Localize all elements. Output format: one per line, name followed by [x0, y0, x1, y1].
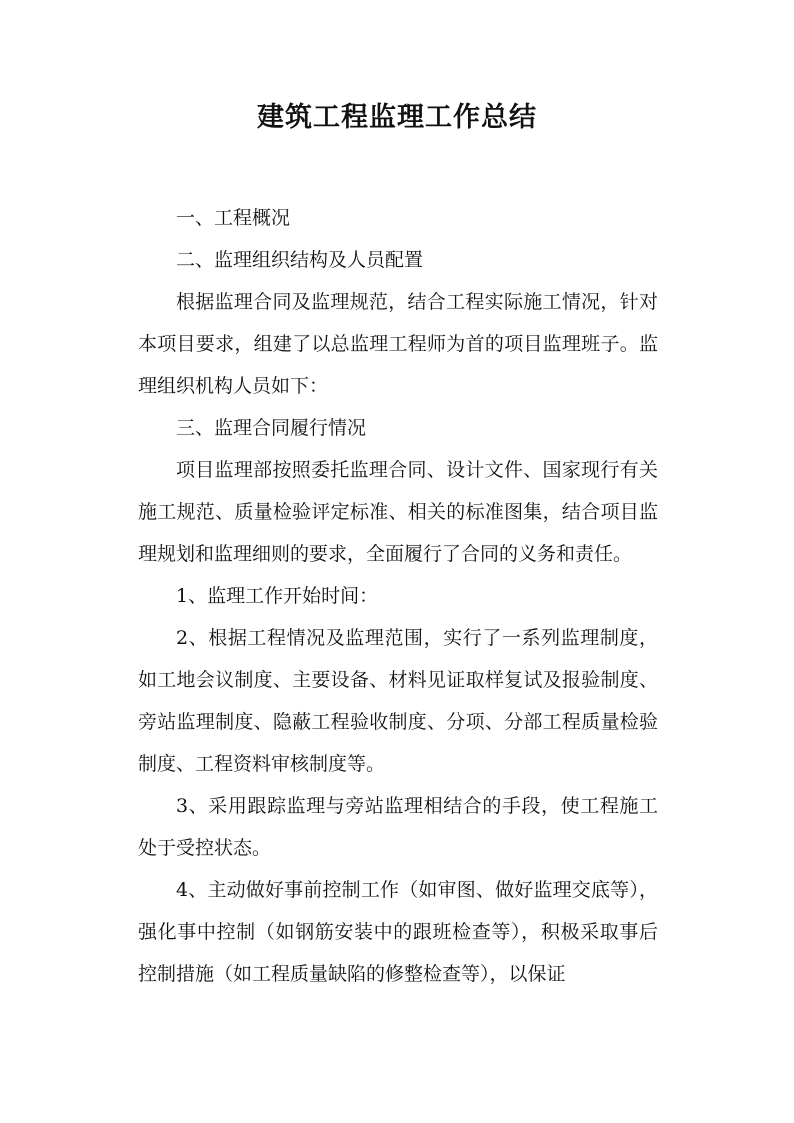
document-body — [138, 197, 658, 995]
section-heading-organization: 二、监理组织结构及人员配置 — [176, 249, 424, 271]
list-item-1: 1、监理工作开始时间： — [176, 585, 379, 607]
paragraph-contract: 项目监理部按照委托监理合同、设计文件、国家现行有关施工规范、质量检验评定标准、相关的标准图集，结合项目监理规划和监理细则的要求，全面履行了合同的义务和责任。 — [138, 459, 658, 565]
paragraph-organization: 根据监理合同及监理规范，结合工程实际施工情况，针对本项目要求，组建了以总监理工程师为首的项目监理班子。监理组织机构人员如下： — [138, 291, 658, 397]
section-heading-contract: 三、监理合同履行情况 — [176, 417, 367, 439]
section-heading-overview: 一、工程概况 — [176, 207, 291, 229]
list-item-4: 4、主动做好事前控制工作（如审图、做好监理交底等），强化事中控制（如钢筋安装中的跟班检查等），积极采取事后控制措施（如工程质量缺陷的修整检查等），以保证 — [138, 879, 658, 985]
document-title: 建筑工程监理工作总结 — [257, 102, 537, 133]
list-item-3: 3、采用跟踪监理与旁站监理相结合的手段，使工程施工处于受控状态。 — [138, 795, 658, 859]
list-item-2: 2、根据工程情况及监理范围，实行了一系列监理制度，如工地会议制度、主要设备、材料见证取样复试及报验制度、旁站监理制度、隐蔽工程验收制度、分项、分部工程质量检验制度、工程资料审核制度等。 — [138, 627, 658, 775]
